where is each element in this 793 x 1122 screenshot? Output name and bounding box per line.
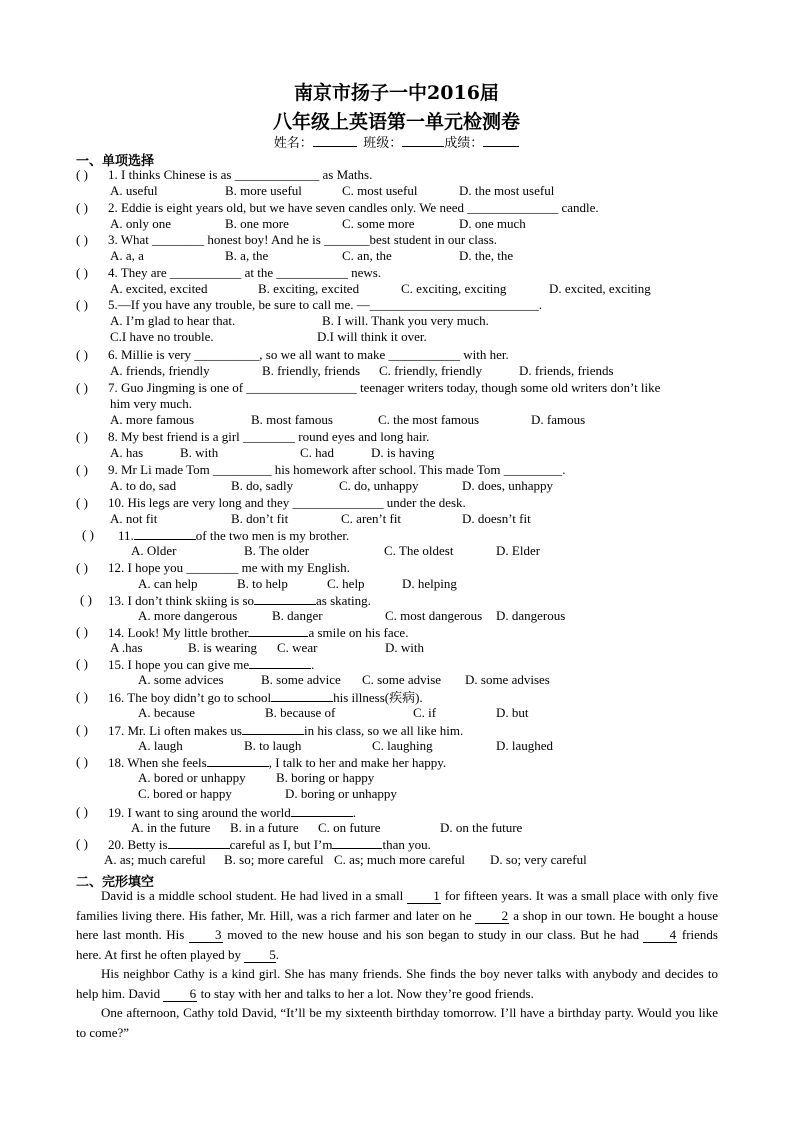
answer-bracket[interactable]: ( ) xyxy=(76,167,88,182)
answer-option[interactable]: B. more useful xyxy=(225,183,302,198)
answer-option[interactable]: C. aren’t fit xyxy=(341,511,402,526)
answer-bracket[interactable]: ( ) xyxy=(80,592,92,607)
answer-option[interactable]: C. The oldest xyxy=(384,543,454,558)
student-info-row xyxy=(0,132,793,151)
answer-option[interactable]: A. as; much careful xyxy=(104,852,206,867)
answer-option[interactable]: C. do, unhappy xyxy=(339,478,419,493)
cloze-paragraph-2: His neighbor Cathy is a kind girl. She has many friends. She finds the boy never talks with anybody and decides to help him. David 6 to stay with her and talks to her a lot. Now they’re good friends. xyxy=(76,966,718,1001)
answer-option[interactable]: C. bored or happy xyxy=(138,786,232,801)
answer-blank[interactable] xyxy=(271,689,333,702)
answer-bracket[interactable]: ( ) xyxy=(76,495,88,510)
answer-option[interactable]: D. boring or unhappy xyxy=(285,786,397,801)
question-text: 8. My best friend is a girl ________ round eyes and long hair. xyxy=(108,429,430,444)
answer-option[interactable]: A. laugh xyxy=(138,738,183,753)
answer-option[interactable]: A. bored or unhappy xyxy=(138,770,246,785)
answer-bracket[interactable]: ( ) xyxy=(76,656,88,671)
question-text: 15. I hope you can give me . xyxy=(108,657,315,672)
class-field[interactable] xyxy=(402,134,444,147)
answer-option[interactable]: B. exciting, excited xyxy=(258,281,360,296)
question-text: 19. I want to sing around the world . xyxy=(108,805,356,820)
answer-option[interactable]: D. excited, exciting xyxy=(549,281,651,296)
answer-option[interactable]: D. helping xyxy=(402,576,457,591)
answer-blank[interactable] xyxy=(249,656,311,669)
answer-blank[interactable] xyxy=(207,754,269,767)
question-text: 9. Mr Li made Tom _________ his homework after school. This made Tom _________. xyxy=(108,462,566,477)
answer-option[interactable]: A. because xyxy=(138,705,196,720)
answer-option[interactable]: C. most dangerous xyxy=(385,608,483,623)
answer-option[interactable]: A. can help xyxy=(138,576,198,591)
question-text: 12. I hope you ________ me with my English. xyxy=(108,560,350,575)
answer-option[interactable]: A. a, a xyxy=(110,248,144,263)
answer-option[interactable]: A. useful xyxy=(110,183,158,198)
question-text: 17. Mr. Li often makes us in his class, so we all like him. xyxy=(108,723,464,738)
answer-option[interactable]: C. most useful xyxy=(342,183,418,198)
answer-option[interactable]: D. some advises xyxy=(465,672,550,687)
cloze-blank[interactable]: 6 xyxy=(163,987,197,1002)
question-text: 20. Betty is careful as I, but I’m than you. xyxy=(108,837,431,852)
answer-option[interactable]: A .has xyxy=(110,640,143,655)
question-text: 14. Look! My little brother a smile on his face. xyxy=(108,625,409,640)
answer-option[interactable]: B. with xyxy=(180,445,219,460)
question-text: 16. The boy didn’t go to school his illness(疾病). xyxy=(108,690,423,705)
answer-option[interactable]: A. more famous xyxy=(110,412,195,427)
answer-option[interactable]: B. most famous xyxy=(251,412,333,427)
answer-bracket[interactable]: ( ) xyxy=(76,560,88,575)
section-heading-cloze: 二、完形填空 xyxy=(76,875,155,890)
answer-option[interactable]: A. has xyxy=(110,445,144,460)
name-field[interactable] xyxy=(313,134,357,147)
answer-option[interactable]: C. on future xyxy=(318,820,381,835)
answer-bracket[interactable]: ( ) xyxy=(76,754,88,769)
exam-title-line1: 南京市扬子一中2016届 xyxy=(294,82,499,104)
answer-option[interactable]: D. friends, friends xyxy=(519,363,614,378)
answer-option[interactable]: A. friends, friendly xyxy=(110,363,210,378)
question-text: 1. I thinks Chinese is as _____________ as Maths. xyxy=(108,167,373,182)
answer-option[interactable]: C. if xyxy=(413,705,437,720)
answer-bracket[interactable]: ( ) xyxy=(76,836,88,851)
question-text: 18. When she feels , I talk to her and make her happy. xyxy=(108,755,447,770)
question-text: 4. They are ___________ at the ___________ news. xyxy=(108,265,382,280)
answer-bracket[interactable]: ( ) xyxy=(82,527,94,542)
answer-option[interactable]: A. some advices xyxy=(138,672,224,687)
score-field[interactable] xyxy=(483,134,519,147)
cloze-blank[interactable]: 2 xyxy=(475,909,509,924)
answer-option[interactable]: D. so; very careful xyxy=(490,852,587,867)
answer-blank[interactable] xyxy=(254,592,316,605)
answer-blank[interactable] xyxy=(242,722,304,735)
cloze-blank[interactable]: 1 xyxy=(407,889,441,904)
answer-option[interactable]: C. help xyxy=(327,576,365,591)
answer-option[interactable]: D. one much xyxy=(459,216,526,231)
answer-option[interactable]: D. the, the xyxy=(459,248,514,263)
answer-option[interactable]: C. as; much more careful xyxy=(334,852,466,867)
answer-bracket[interactable]: ( ) xyxy=(76,429,88,444)
answer-option[interactable]: C. an, the xyxy=(342,248,392,263)
answer-option[interactable]: C. some more xyxy=(342,216,415,231)
answer-bracket[interactable]: ( ) xyxy=(76,347,88,362)
answer-option[interactable]: B. some advice xyxy=(261,672,341,687)
question-text: 5.—If you have any trouble, be sure to call me. —__________________________. xyxy=(108,297,542,312)
answer-option[interactable]: D. laughed xyxy=(496,738,554,753)
answer-option[interactable]: C. wear xyxy=(277,640,318,655)
answer-option[interactable]: B. do, sadly xyxy=(231,478,294,493)
answer-bracket[interactable]: ( ) xyxy=(76,265,88,280)
answer-option[interactable]: B. The older xyxy=(244,543,310,558)
cloze-blank[interactable]: 3 xyxy=(189,928,223,943)
answer-option[interactable]: C. exciting, exciting xyxy=(401,281,507,296)
answer-option[interactable]: D. on the future xyxy=(440,820,523,835)
answer-blank[interactable] xyxy=(248,624,308,637)
answer-bracket[interactable]: ( ) xyxy=(76,232,88,247)
answer-bracket[interactable]: ( ) xyxy=(76,689,88,704)
answer-bracket[interactable]: ( ) xyxy=(76,624,88,639)
answer-option[interactable]: B. danger xyxy=(272,608,323,623)
answer-option[interactable]: D. does, unhappy xyxy=(462,478,553,493)
answer-blank[interactable] xyxy=(332,836,382,849)
question-text: 7. Guo Jingming is one of _________________ teenager writers today, though some old writers don’t like xyxy=(108,380,661,395)
answer-option[interactable]: B. to laugh xyxy=(244,738,302,753)
answer-option[interactable]: C. had xyxy=(300,445,334,460)
answer-bracket[interactable]: ( ) xyxy=(76,380,88,395)
answer-option[interactable]: D. Elder xyxy=(496,543,541,558)
answer-option[interactable]: B. so; more careful xyxy=(224,852,324,867)
class-label: 班级： xyxy=(363,135,403,150)
cloze-paragraph-3: One afternoon, Cathy told David, “It’ll be my sixteenth birthday tomorrow. I’ll have a birthday party. Would you like to come?” xyxy=(76,1005,718,1040)
answer-option[interactable]: A. I’m glad to hear that. xyxy=(110,313,236,328)
answer-option[interactable]: A. to do, sad xyxy=(110,478,177,493)
answer-option[interactable]: B. in a future xyxy=(230,820,299,835)
answer-option[interactable]: B. don’t fit xyxy=(231,511,289,526)
answer-blank[interactable] xyxy=(134,527,196,540)
question-text: 2. Eddie is eight years old, but we have seven candles only. We need ______________ candle. xyxy=(108,200,599,215)
answer-option[interactable]: D. the most useful xyxy=(459,183,555,198)
answer-option[interactable]: A. more dangerous xyxy=(138,608,238,623)
cloze-blank[interactable]: 5 xyxy=(244,948,276,963)
answer-option[interactable]: A. excited, excited xyxy=(110,281,208,296)
answer-option[interactable]: A. not fit xyxy=(110,511,158,526)
answer-option[interactable]: C. laughing xyxy=(372,738,433,753)
section-heading-single-choice: 一、单项选择 xyxy=(76,154,155,169)
answer-option[interactable]: D. is having xyxy=(371,445,435,460)
answer-bracket[interactable]: ( ) xyxy=(76,462,88,477)
answer-bracket[interactable]: ( ) xyxy=(76,804,88,819)
answer-bracket[interactable]: ( ) xyxy=(76,297,88,312)
question-text: 10. His legs are very long and they ______________ under the desk. xyxy=(108,495,466,510)
question-text-continued: him very much. xyxy=(110,396,192,411)
answer-option[interactable]: D. with xyxy=(385,640,424,655)
question-text: 11. of the two men is my brother. xyxy=(118,528,350,543)
answer-option[interactable]: C.I have no trouble. xyxy=(110,329,214,344)
answer-option[interactable]: A. in the future xyxy=(131,820,211,835)
answer-option[interactable]: D.I will think it over. xyxy=(317,329,427,344)
question-text: 3. What ________ honest boy! And he is _______best student in our class. xyxy=(108,232,498,247)
answer-bracket[interactable]: ( ) xyxy=(76,722,88,737)
answer-option[interactable]: D. doesn’t fit xyxy=(462,511,531,526)
answer-option[interactable]: D. famous xyxy=(531,412,586,427)
answer-option[interactable]: A. only one xyxy=(110,216,172,231)
question-text: 13. I don’t think skiing is so as skating. xyxy=(108,593,371,608)
score-label: 成绩： xyxy=(444,135,484,150)
exam-title-line2: 八年级上英语第一单元检测卷 xyxy=(272,111,520,133)
answer-option[interactable]: B. is wearing xyxy=(188,640,257,655)
answer-option[interactable]: D. dangerous xyxy=(496,608,566,623)
answer-option[interactable]: C. friendly, friendly xyxy=(379,363,483,378)
answer-blank[interactable] xyxy=(168,836,230,849)
answer-option[interactable]: C. the most famous xyxy=(378,412,480,427)
answer-option[interactable]: C. some advise xyxy=(362,672,442,687)
answer-option[interactable]: B. because of xyxy=(265,705,336,720)
answer-bracket[interactable]: ( ) xyxy=(76,200,88,215)
answer-blank[interactable] xyxy=(291,804,353,817)
answer-option[interactable]: B. a, the xyxy=(225,248,269,263)
answer-option[interactable]: B. one more xyxy=(225,216,289,231)
question-text: 6. Millie is very __________, so we all want to make ___________ with her. xyxy=(108,347,509,362)
cloze-blank[interactable]: 4 xyxy=(643,928,677,943)
answer-option[interactable]: D. but xyxy=(496,705,529,720)
answer-option[interactable]: A. Older xyxy=(131,543,177,558)
answer-option[interactable]: B. to help xyxy=(237,576,288,591)
answer-option[interactable]: B. friendly, friends xyxy=(262,363,361,378)
cloze-paragraph-1: David is a middle school student. He had lived in a small 1 for fifteen years. It was a small place with only five families living there. His father, Mr. Hill, was a rich farmer and later on he 2 a shop in our town. He bought a house here last month. His 3 moved to the new house and his son began to study in our class. But he had 4 friends here. At first he often played by 5. xyxy=(76,888,719,962)
answer-option[interactable]: B. I will. Thank you very much. xyxy=(322,313,489,328)
name-label: 姓名： xyxy=(273,135,313,150)
answer-option[interactable]: B. boring or happy xyxy=(276,770,375,785)
